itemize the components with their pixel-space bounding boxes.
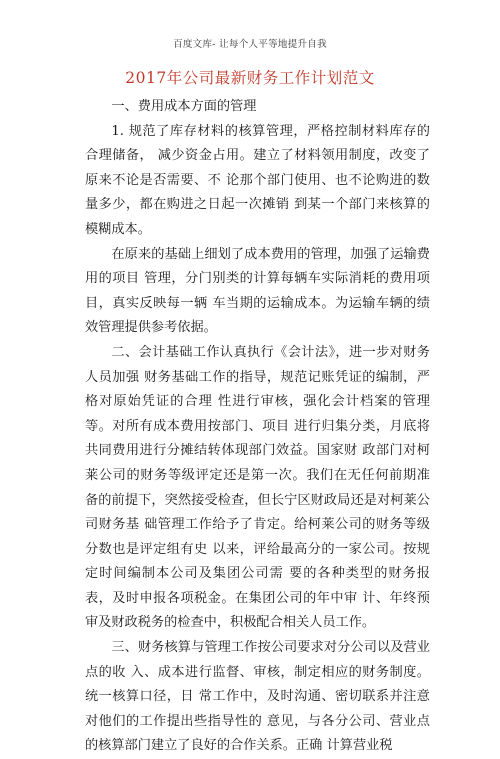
page-header: 百度文库- 让每个人平等地提升自我 (173, 39, 327, 50)
body-paragraph: 三、财务核算与管理工作按公司要求对分公司以及营业点的收 入、成本进行监督、审核，制定相应的财务制度。统一核算口径，日 常工作中，及时沟通、密切联系并注意对他们的工作提出些指导性的 意见，与各分公司、营业点的核算部门建立了良好的合作关系。正确 计算营业税 (85, 640, 430, 754)
body-paragraph: 二、会计基础工作认真执行《会计法》，进一步对财务人员加强 财务基础工作的指导，规范记账凭证的编制，严格对原始凭证的合理 性进行审核，强化会计档案的管理等。对所有成本费用按部门、项目 进行归集分类，月底将共同费用进行分摊结转体现部门效益。国家财 政部门对柯莱公司的财务等级评定还是第一次。我们在无任何前期准 备的前提下，突然接受检查，但长宁区财政局还是对柯莱公司财务基 础管理工作给予了肯定。给柯莱公司的财务等级分数也是评定组有史 以来，评给最高分的一家公司。按规定时间编制本公司及集团公司需 要的各种类型的财务报表，及时申报各项税金。在集团公司的年中审 计、年终预审及财政税务的检查中，积极配合相关人员工作。 (85, 344, 430, 631)
section-heading-cost-management: 一、费用成本方面的管理 (111, 99, 257, 114)
body-paragraph: 在原来的基础上细划了成本费用的管理，加强了运输费用的项目 管理，分门别类的计算每辆车实际消耗的费用项目，真实反映每一辆 车当期的运输成本。为运输车辆的绩效管理提供参考依据。 (85, 246, 430, 336)
document-body (85, 95, 430, 759)
body-paragraph: 1. 规范了库存材料的核算管理，严格控制材料库存的合理储备， 减少资金占用。建立了材料领用制度，改变了原来不论是否需要、不 论那个部门使用、也不论购进的数量多少，都在购进之日起一次摊销 到某一个部门来核算的模糊成本。 (85, 123, 430, 237)
document-title: 2017年公司最新财务工作计划范文 (125, 69, 375, 87)
